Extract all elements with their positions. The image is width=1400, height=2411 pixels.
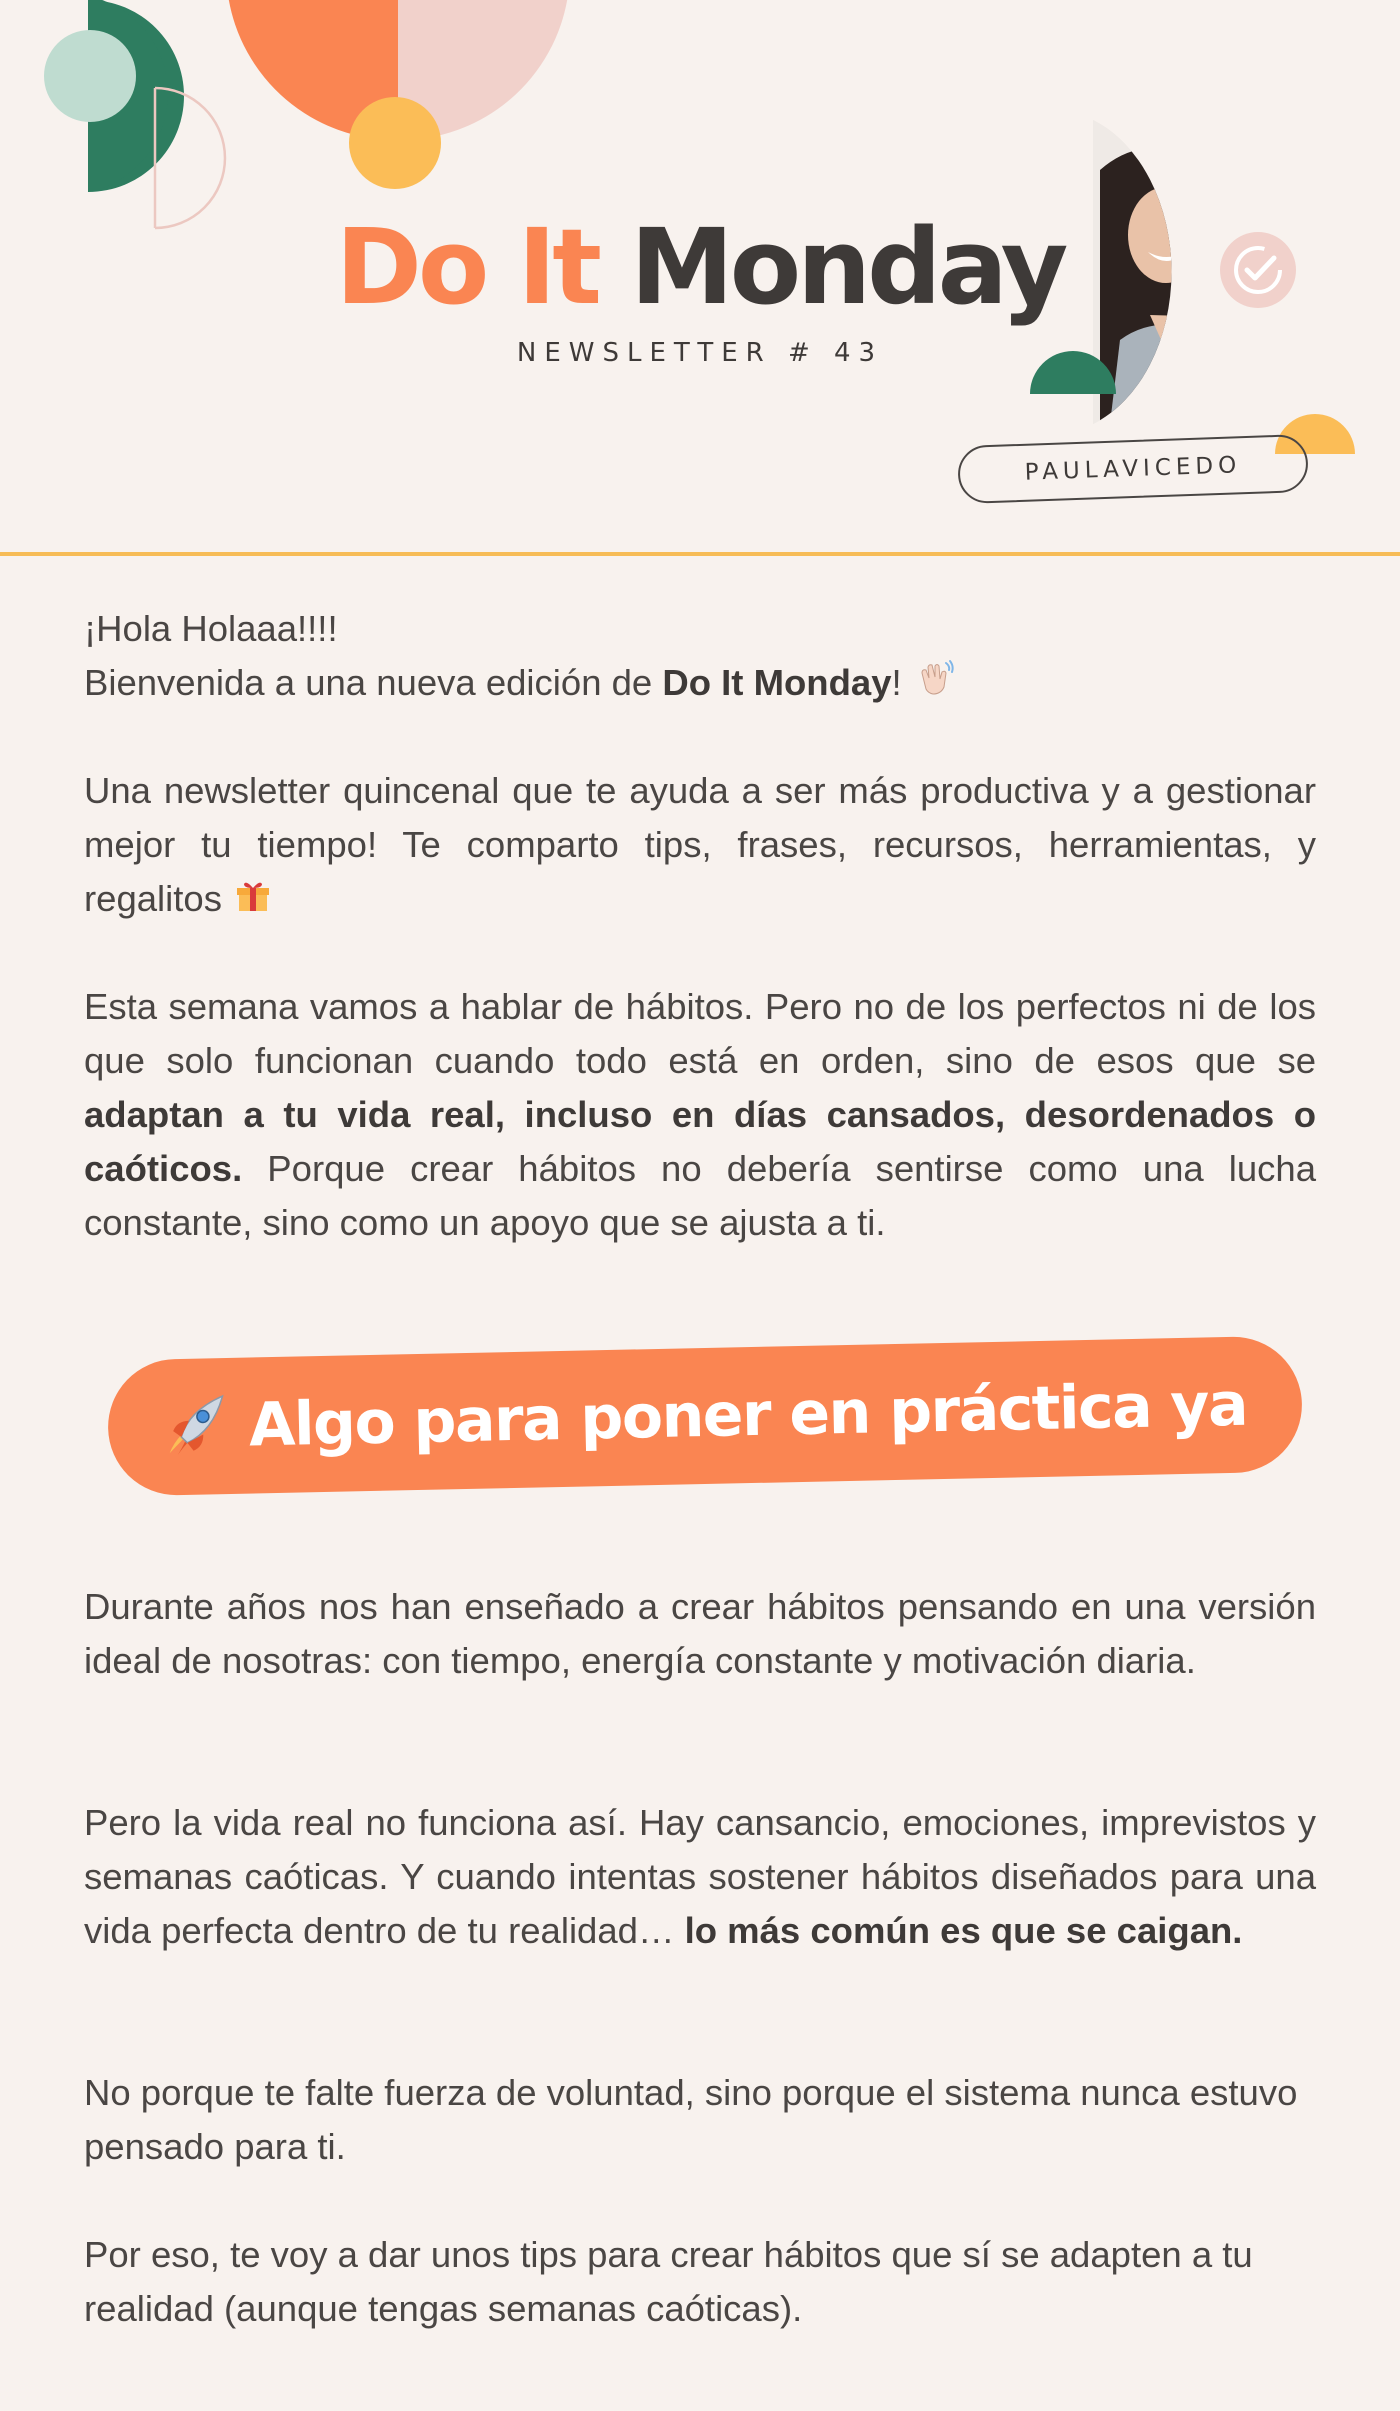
intro-section <box>84 602 1316 712</box>
paragraph-2-block <box>84 980 1316 1250</box>
paragraph-5-block <box>84 2066 1316 2174</box>
newsletter-issue: NEWSLETTER # 43 <box>516 338 884 368</box>
paragraph-2-text: Esta semana vamos a hablar de hábitos. Pero no de los perfectos ni de los que solo funcionan cuando todo está en orden, sino de esos que se <box>84 986 1316 1081</box>
paragraph-2 <box>84 980 1316 1250</box>
paragraph-4-block <box>84 1796 1316 1958</box>
paragraph-6-block <box>84 2228 1316 2336</box>
paragraph-4 <box>84 1796 1316 1958</box>
paragraph-5: No porque te falte fuerza de voluntad, sino porque el sistema nunca estuvo pensado para ti. <box>84 2072 1298 2167</box>
author-portrait <box>1010 110 1360 460</box>
banner-heading: Algo para poner en práctica ya <box>248 1369 1248 1461</box>
welcome-text: Bienvenida a una nueva edición de <box>84 662 663 703</box>
rocket-icon <box>162 1389 232 1463</box>
paragraph-3: Durante años nos han enseñado a crear hábitos pensando en una versión ideal de nosotras: con tiempo, energía constante y motivación diaria. <box>84 1586 1316 1681</box>
section-banner <box>107 1336 1304 1497</box>
title-part-1: Do It <box>335 206 598 328</box>
paragraph-1-block <box>84 764 1316 928</box>
gift-icon <box>236 874 270 928</box>
welcome-brand: Do It Monday <box>662 662 892 703</box>
clapping-hands-icon <box>916 658 954 712</box>
paragraph-1-text: Una newsletter quincenal que te ayuda a ser más productiva y a gestionar mejor tu tiempo! Te comparto tips, frases, recursos, herramientas, y regalitos <box>84 770 1316 919</box>
header-divider <box>0 552 1400 556</box>
check-badge-icon <box>1220 232 1296 308</box>
paragraph-2-text-end: Porque crear hábitos no debería sentirse como una lucha constante, sino como un apoyo que se ajusta a ti. <box>84 1148 1316 1243</box>
paragraph-3-block <box>84 1580 1316 1688</box>
header <box>0 0 1400 556</box>
title-part-2: Monday <box>630 206 1065 328</box>
paragraph-6: Por eso, te voy a dar unos tips para crear hábitos que sí se adapten a tu realidad (aunque tengas semanas caóticas). <box>84 2234 1253 2329</box>
paragraph-1 <box>84 764 1316 928</box>
decorative-shapes <box>0 0 600 240</box>
paragraph-4-emphasis: lo más común es que se caigan. <box>684 1910 1243 1951</box>
decorative-green-semicircle <box>1030 350 1116 394</box>
welcome-line <box>84 656 1316 712</box>
paragraph-4-text: Pero la vida real no funciona así. Hay cansancio, emociones, imprevistos y semanas caóticas. Y cuando intentas sostener hábitos diseñados para una vida perfecta dentro de tu realidad… <box>84 1802 1316 1951</box>
greeting: ¡Hola Holaaa!!!! <box>84 608 338 649</box>
paragraph-2-emphasis: adaptan a tu vida real, incluso en días cansados, desordenados o caóticos. <box>84 1094 1316 1189</box>
welcome-exclamation: ! <box>891 662 902 703</box>
author-name-pill: PAULAVICEDO <box>957 434 1309 504</box>
